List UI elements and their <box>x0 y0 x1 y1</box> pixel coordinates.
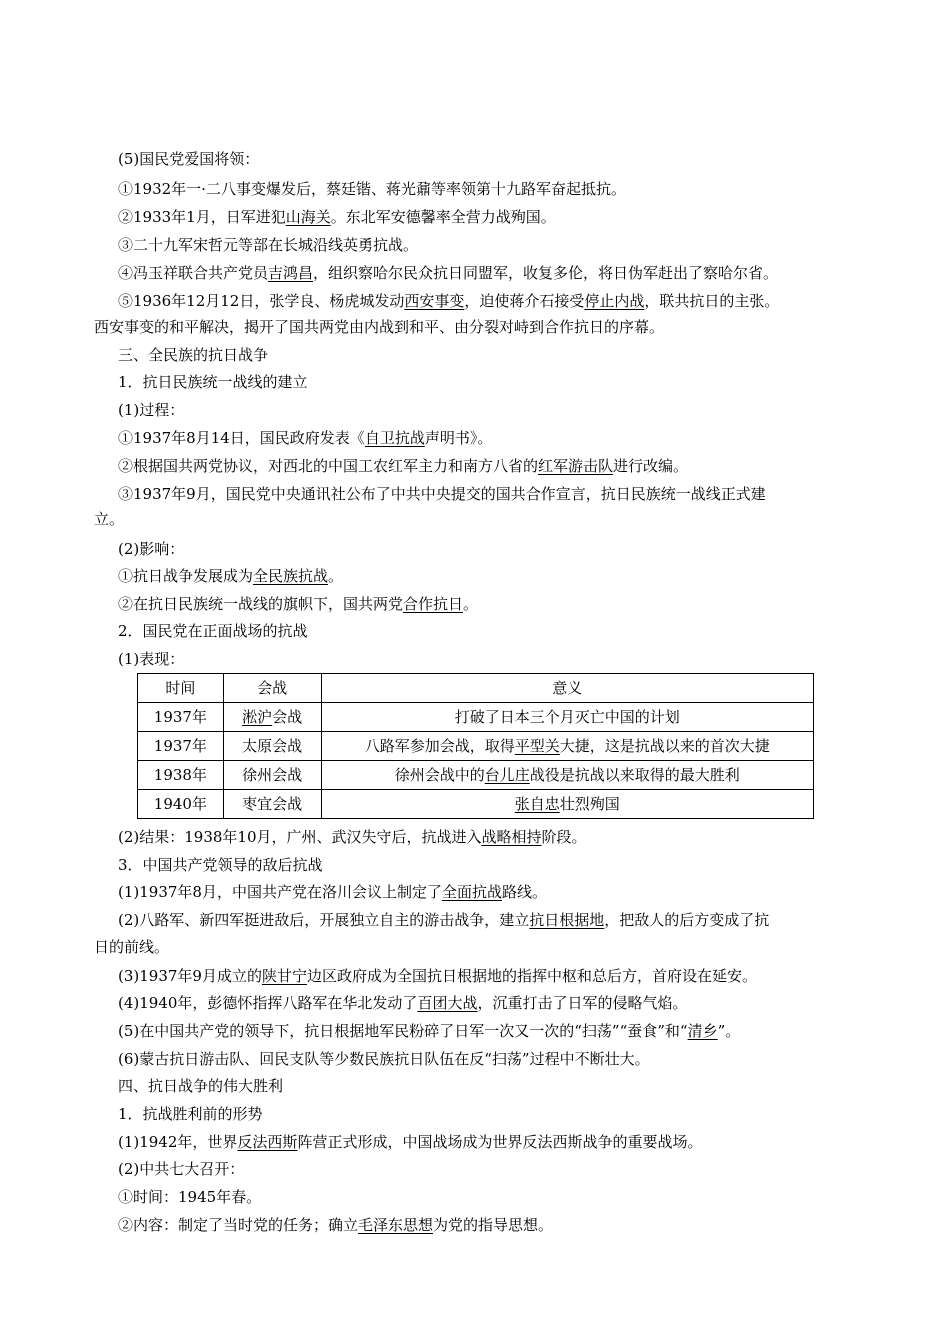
text-run: (1)1942年，世界 <box>118 1133 238 1151</box>
underlined-term: 吉鸿昌 <box>268 264 314 282</box>
text-run: ③二十九军宋哲元等部在长城沿线英勇抗战。 <box>118 236 419 254</box>
text-run: 。 <box>463 595 479 613</box>
cell-time <box>138 732 224 761</box>
cell-battle <box>223 761 321 790</box>
text-run: (2)中共七大召开： <box>118 1160 245 1178</box>
table-row <box>138 732 814 761</box>
underlined-term: 全面抗战 <box>441 883 502 901</box>
underlined-term: 抗日根据地 <box>529 911 605 929</box>
text-run: ，把敌人的后方变成了抗 <box>604 911 770 929</box>
text-run: 1937年 <box>153 737 207 755</box>
text-run: 声明书》。 <box>424 429 493 447</box>
text-line <box>118 910 769 930</box>
text-run: 进行改编。 <box>613 457 689 475</box>
underlined-term: 反法西斯 <box>237 1133 298 1151</box>
text-run: 阵营正式形成，中国战场成为世界反法西斯战争的重要战场。 <box>297 1133 703 1151</box>
text-line <box>94 317 664 337</box>
text-run: ④冯玉祥联合共产党员 <box>118 264 269 282</box>
text-run: ，沉重打击了日军的侵略气焰。 <box>477 994 688 1012</box>
underlined-term: 山海关 <box>285 208 331 226</box>
text-run: ②在抗日民族统一战线的旗帜下，国共两党 <box>118 595 404 613</box>
cell-battle <box>223 790 321 819</box>
text-run: 徐州会战 <box>242 766 303 784</box>
underlined-term: 全民族抗战 <box>253 567 329 585</box>
underlined-term: 张自忠 <box>514 795 560 813</box>
text-run: 2．国民党在正面战场的抗战 <box>118 622 308 640</box>
text-run: 1．抗战胜利前的形势 <box>118 1105 263 1123</box>
underlined-term: 停止内战 <box>584 292 645 310</box>
text-run: ，迫使蒋介石接受 <box>464 292 585 310</box>
underlined-term: 红军游击队 <box>538 457 614 475</box>
text-line <box>118 649 184 669</box>
underlined-term: 合作抗日 <box>403 595 464 613</box>
text-line <box>118 484 766 504</box>
cell-significance <box>321 732 813 761</box>
text-line <box>118 594 478 614</box>
text-line <box>118 882 547 902</box>
text-line <box>118 345 268 365</box>
text-line <box>118 291 779 311</box>
text-line <box>118 539 184 559</box>
text-line <box>118 149 259 169</box>
text-run: 四、抗日战争的伟大胜利 <box>118 1077 284 1095</box>
text-run: 枣宜会战 <box>242 795 303 813</box>
text-run: (5)在中国共产党的领导下，抗日根据地军民粉碎了日军一次又一次的“扫荡”“蚕食”和“ <box>118 1022 688 1040</box>
text-run: 。东北军安德馨率全营力战殉国。 <box>330 208 556 226</box>
text-run: 立。 <box>94 510 125 528</box>
text-run: 太原会战 <box>242 737 303 755</box>
text-run: 1．抗日民族统一战线的建立 <box>118 373 308 391</box>
text-run: 边区政府成为全国抗日根据地的指挥中枢和总后方，首府设在延安。 <box>306 967 757 985</box>
text-line <box>118 966 757 986</box>
text-run: 打破了日本三个月灭亡中国的计划 <box>454 708 680 726</box>
underlined-term: 毛泽东思想 <box>358 1216 434 1234</box>
text-run: 1937年 <box>153 708 207 726</box>
text-run: ”。 <box>717 1022 741 1040</box>
header-time: 时间 <box>138 674 224 703</box>
text-run: ①抗日战争发展成为 <box>118 567 254 585</box>
text-run: (2)结果：1938年10月，广州、武汉失守后，抗战进入 <box>118 828 482 846</box>
text-line <box>94 937 169 957</box>
cell-battle <box>223 703 321 732</box>
text-line <box>118 1159 244 1179</box>
text-line <box>118 400 184 420</box>
header-significance: 意义 <box>321 674 813 703</box>
text-run: 阶段。 <box>541 828 587 846</box>
text-run: ②根据国共两党协议，对西北的中国工农红军主力和南方八省的 <box>118 457 539 475</box>
text-line <box>118 1132 702 1152</box>
underlined-term: 西安事变 <box>404 292 465 310</box>
cell-significance <box>321 790 813 819</box>
text-run: 1940年 <box>153 795 207 813</box>
text-line <box>118 993 687 1013</box>
text-line <box>118 621 308 641</box>
text-line <box>118 263 778 283</box>
text-line <box>118 235 418 255</box>
text-run: 西安事变的和平解决，揭开了国共两党由内战到和平、由分裂对峙到合作抗日的序幕。 <box>94 318 665 336</box>
text-line <box>118 207 556 227</box>
text-line <box>118 827 587 847</box>
underlined-term: 清乡 <box>687 1022 718 1040</box>
cell-significance <box>321 761 813 790</box>
text-line <box>118 1049 650 1069</box>
text-line <box>118 1076 283 1096</box>
underlined-term: 陕甘宁 <box>261 967 307 985</box>
table-body <box>138 703 814 819</box>
cell-significance <box>321 703 813 732</box>
text-line <box>118 428 492 448</box>
underlined-term: 自卫抗战 <box>364 429 425 447</box>
battle-table <box>137 673 814 819</box>
text-run: 3．中国共产党领导的敌后抗战 <box>118 856 323 874</box>
underlined-term: 平型关 <box>514 737 560 755</box>
text-run: ，组织察哈尔民众抗日同盟军，收复多伦，将日伪军赶出了察哈尔省。 <box>313 264 779 282</box>
text-run: 日的前线。 <box>94 938 170 956</box>
underlined-term: 百团大战 <box>417 994 478 1012</box>
text-run: ⑤1936年12月12日，张学良、杨虎城发动 <box>118 292 405 310</box>
text-run: 徐州会战中的 <box>394 766 485 784</box>
text-run: (5)国民党爱国将领： <box>118 150 260 168</box>
text-run: (6)蒙古抗日游击队、回民支队等少数民族抗日队伍在反“扫荡”过程中不断壮大。 <box>118 1050 650 1068</box>
table-row <box>138 790 814 819</box>
text-run: 大捷，这是抗战以来的首次大捷 <box>559 737 770 755</box>
text-run: 会战 <box>272 708 303 726</box>
text-line <box>94 509 124 529</box>
text-run: 1938年 <box>153 766 207 784</box>
text-run: ①1932年一·二八事变爆发后，蔡廷锴、蒋光鼐等率领第十九路军奋起抵抗。 <box>118 180 626 198</box>
text-run: 。 <box>328 567 344 585</box>
text-line <box>118 855 323 875</box>
text-run: ②1933年1月，日军进犯 <box>118 208 286 226</box>
text-run: (4)1940年，彭德怀指挥八路军在华北发动了 <box>118 994 418 1012</box>
header-battle: 会战 <box>223 674 321 703</box>
text-run: ①1937年8月14日，国民政府发表《 <box>118 429 365 447</box>
underlined-term: 淞沪 <box>242 708 273 726</box>
table-header-row <box>138 674 814 703</box>
text-line <box>118 566 343 586</box>
text-line <box>118 1215 553 1235</box>
text-line <box>118 1104 263 1124</box>
text-run: ，联共抗日的主张。 <box>644 292 780 310</box>
text-run: 路线。 <box>501 883 547 901</box>
text-line <box>118 456 688 476</box>
text-run: 八路军参加会战，取得 <box>364 737 515 755</box>
cell-time <box>138 703 224 732</box>
text-run: (2)影响： <box>118 540 185 558</box>
text-run: (3)1937年9月成立的 <box>118 967 262 985</box>
table-row <box>138 761 814 790</box>
text-run: ③1937年9月，国民党中央通讯社公布了中共中央提交的国共合作宣言，抗日民族统一战线正式建 <box>118 485 766 503</box>
text-line <box>118 1021 740 1041</box>
text-run: (1)表现： <box>118 650 185 668</box>
text-line <box>118 372 308 392</box>
text-run: (2)八路军、新四军挺进敌后，开展独立自主的游击战争，建立 <box>118 911 530 929</box>
text-run: (1)过程： <box>118 401 185 419</box>
text-run: 壮烈殉国 <box>559 795 620 813</box>
underlined-term: 台儿庄 <box>484 766 530 784</box>
cell-battle <box>223 732 321 761</box>
text-run: ②内容：制定了当时党的任务；确立 <box>118 1216 359 1234</box>
cell-time <box>138 790 224 819</box>
text-run: 为党的指导思想。 <box>433 1216 554 1234</box>
text-line <box>118 1187 261 1207</box>
text-run: 三、全民族的抗日战争 <box>118 346 269 364</box>
text-run: (1)1937年8月，中国共产党在洛川会议上制定了 <box>118 883 442 901</box>
table-row <box>138 703 814 732</box>
text-line <box>118 179 626 199</box>
underlined-term: 战略相持 <box>481 828 542 846</box>
text-run: ①时间：1945年春。 <box>118 1188 262 1206</box>
text-run: 战役是抗战以来取得的最大胜利 <box>529 766 740 784</box>
cell-time <box>138 761 224 790</box>
